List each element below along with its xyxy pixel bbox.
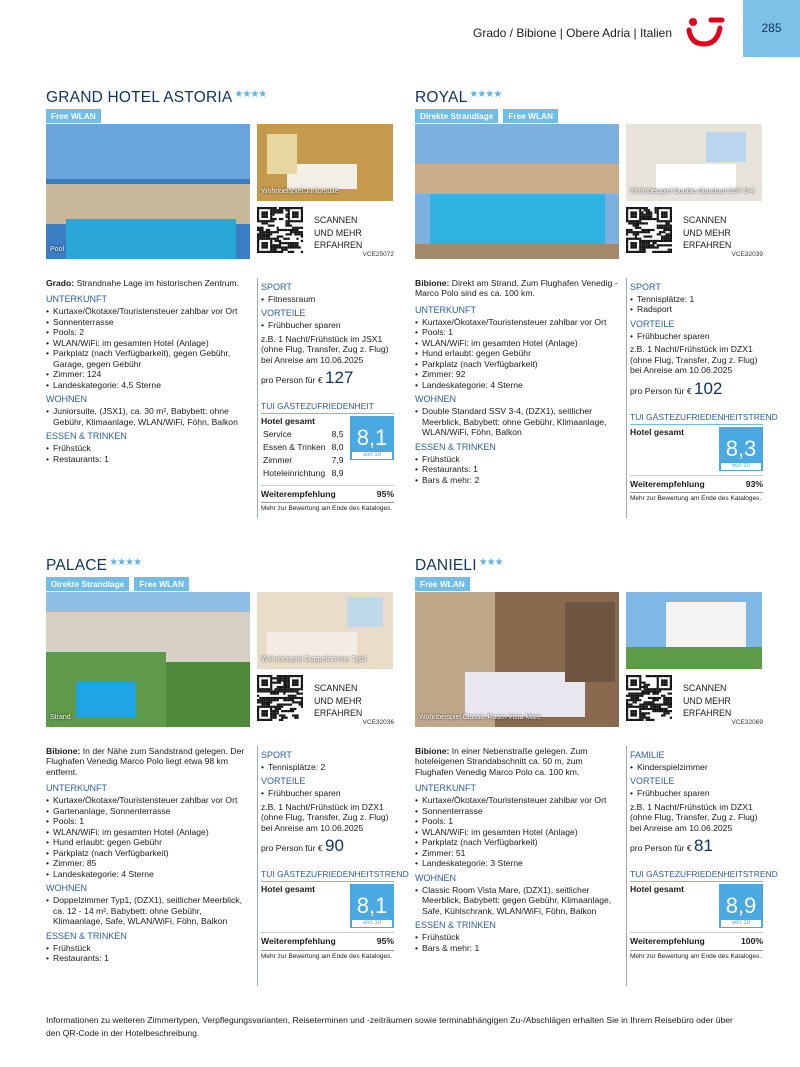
- hotel-card: [46, 89, 394, 559]
- feature-badge: Direkte Strandlage: [415, 109, 498, 123]
- hotel-intro: Bibione: In der Nähe zum Sandstrand gelegen. Der Flughafen Venedig Marco Polo liegt etwa 98 km entfernt.: [46, 746, 245, 777]
- list-item: • Sonnenterrasse: [46, 317, 250, 327]
- rating-heading: TUI GÄSTEZUFRIEDENHEITSTREND: [261, 869, 394, 882]
- badge-row: [415, 577, 763, 591]
- list-item: • Landeskategorie: 4,5 Sterne: [46, 380, 250, 390]
- hotel-name: DANIELI: [415, 557, 477, 574]
- feature-list: [415, 885, 619, 916]
- rating-score: 8,1 von 10: [350, 884, 394, 928]
- price-info: z.B. 1 Nacht/Frühstück im DZX1 (ohne Flug, Transfer, Zug z. Flug) bei Anreise am 10.06.2025 pro Person für € 81: [630, 801, 758, 856]
- list-item: • Gartenanlage, Sonnenterrasse: [46, 806, 250, 816]
- subscore-row: Zimmer 7,9: [263, 454, 344, 465]
- section-heading: ESSEN & TRINKEN: [415, 920, 496, 931]
- list-item: • Kurtaxe/Ökotaxe/Touristensteuer zahlbar vor Ort: [415, 317, 619, 327]
- price-info: z.B. 1 Nacht/Frühstück im DZX1 (ohne Flug, Transfer, Zug z. Flug) bei Anreise am 10.06.2025 pro Person für € 90: [261, 801, 389, 856]
- list-item: • Bars & mehr: 2: [415, 475, 619, 485]
- hotel-card: [415, 557, 778, 1027]
- feature-list: [415, 795, 619, 868]
- section-heading: UNTERKUNFT: [46, 294, 107, 305]
- list-item: • Frühbucher sparen: [630, 788, 763, 798]
- stars-icon: ★★★★: [469, 89, 502, 100]
- feature-list: [46, 943, 250, 964]
- hotel-description: [415, 746, 619, 953]
- feature-badge: Free WLAN: [46, 109, 101, 123]
- list-item: • Restaurants: 1: [46, 953, 250, 963]
- list-item: • Zimmer: 92: [415, 369, 619, 379]
- badge-row: [46, 577, 394, 591]
- list-item: • Bars & mehr: 1: [415, 943, 619, 953]
- feature-list: [46, 443, 250, 464]
- hotel-code: VCE32036: [362, 719, 394, 726]
- section-heading: SPORT: [261, 282, 292, 292]
- photo-caption: Wohnbeispiel Juniorsuite: [261, 188, 339, 196]
- feature-list: [46, 795, 250, 879]
- qr-code-icon[interactable]: [257, 675, 303, 721]
- list-item: • Double Standard SSV 3-4, (DZX1), seitlicher Meerblick, Babybett: ohne Gebühr, Klimaanlage, WLAN/WiFi, Föhn, Balkon: [415, 406, 619, 437]
- hotel-details: [257, 746, 409, 986]
- feature-list: [261, 294, 394, 304]
- tui-logo-icon: [686, 14, 726, 50]
- list-item: • Hund erlaubt: gegen Gebühr: [415, 348, 619, 358]
- hotel-intro: Bibione: In einer Nebenstraße gelegen. Zum hoteleigenen Strandabschnitt ca. 50 m, zum Flughafen Venedig Marco Polo ca. 100 km.: [415, 746, 588, 777]
- price-value: 102: [694, 378, 723, 398]
- feature-list: [261, 320, 394, 330]
- list-item: • WLAN/WiFi: im gesamten Hotel (Anlage): [415, 338, 619, 348]
- list-item: • WLAN/WiFi: im gesamten Hotel (Anlage): [46, 827, 250, 837]
- rating-score: 8,9 von 10: [719, 884, 763, 928]
- room-photo: [626, 124, 762, 201]
- rating-score: 8,1 von 10: [350, 416, 394, 460]
- photo-caption: Strand: [50, 714, 71, 722]
- stars-icon: ★★★: [478, 557, 503, 568]
- list-item: • Frühbucher sparen: [261, 320, 394, 330]
- rating-footnote: Mehr zur Bewertung am Ende des Kataloges.: [261, 950, 394, 961]
- subscore-row: Service 8,5: [263, 428, 344, 439]
- feature-list: [46, 895, 250, 926]
- list-item: • Frühstück: [46, 443, 250, 453]
- list-item: • Landeskategorie: 4 Sterne: [46, 869, 250, 879]
- list-item: • Zimmer: 51: [415, 848, 619, 858]
- feature-list: [415, 932, 619, 953]
- badge-row: [415, 109, 763, 123]
- hotel-description: [415, 278, 619, 485]
- rating-box: Hotel gesamt Service 8,5 Essen & Trinken 8,0 Zimmer 7,9 Hoteleinrichtung 8,9 8,1 von 10: [261, 416, 394, 480]
- photo-caption: Wohnbeispiel Double Standard SSV 3-4: [630, 188, 755, 196]
- scan-text: SCANNEN UND MEHR ERFAHREN: [314, 683, 363, 718]
- section-heading: UNTERKUNFT: [415, 304, 476, 315]
- feature-list: [46, 306, 250, 390]
- hotel-intro: Grado: Strandnahe Lage im historischen Zentrum.: [46, 278, 239, 288]
- section-heading: WOHNEN: [415, 394, 456, 405]
- list-item: • Classic Room Vista Mare, (DZX1), seitlicher Meerblick, Babybett: gegen Gebühr, Klimaanlage, Safe, Kühlschrank, WLAN/WiFi, Föhn, Balkon: [415, 885, 619, 916]
- list-item: • Radsport: [630, 304, 763, 314]
- recommendation: Weiterempfehlung 95%: [261, 932, 394, 946]
- hotel-card: [46, 557, 409, 1027]
- hotel-title: [46, 89, 394, 108]
- hotel-main-photo: [46, 592, 250, 727]
- feature-list: [630, 331, 763, 341]
- hotel-details: [257, 278, 394, 518]
- hotel-name: PALACE: [46, 557, 108, 574]
- list-item: • Frühstück: [46, 943, 250, 953]
- feature-list: [630, 788, 763, 798]
- section-heading: SPORT: [261, 750, 292, 760]
- hotel-code: VCE32069: [731, 719, 763, 726]
- feature-list: [630, 762, 763, 772]
- room-photo: [257, 124, 393, 201]
- price-value: 90: [325, 836, 344, 856]
- list-item: • Pools: 1: [46, 816, 250, 826]
- list-item: • Parkplatz (nach Verfügbarkeit): [415, 837, 619, 847]
- list-item: • Kurtaxe/Ökotaxe/Touristensteuer zahlbar vor Ort: [46, 795, 250, 805]
- recommendation: Weiterempfehlung 100%: [630, 932, 763, 946]
- room-photo: [257, 592, 393, 669]
- hotel-details: [626, 746, 778, 986]
- price-info: z.B. 1 Nacht/Frühstück im JSX1 (ohne Flug, Transfer, Zug z. Flug) bei Anreise am 10.06.2025 pro Person für € 127: [261, 333, 389, 388]
- feature-list: [261, 788, 394, 798]
- recommendation: Weiterempfehlung 93%: [630, 475, 763, 489]
- photo-caption: Pool: [50, 246, 65, 254]
- section-heading: SPORT: [630, 282, 661, 292]
- list-item: • Kinderspielzimmer: [630, 762, 763, 772]
- hotel-title: [415, 557, 763, 576]
- hotel-title: [46, 557, 394, 576]
- photo-caption: Wohnbeispiel Doppelzimmer Typ1: [261, 656, 367, 664]
- subscore-row: Essen & Trinken 8,0: [263, 441, 344, 452]
- rating-score: 8,3 von 10: [719, 427, 763, 471]
- hotel-card: [415, 89, 778, 559]
- list-item: • Zimmer: 124: [46, 369, 250, 379]
- rating-footnote: Mehr zur Bewertung am Ende des Kataloges.: [630, 950, 763, 961]
- feature-list: [415, 406, 619, 437]
- list-item: • WLAN/WiFi: im gesamten Hotel (Anlage): [415, 827, 619, 837]
- list-item: • Pools: 1: [415, 816, 619, 826]
- feature-list: [630, 294, 763, 315]
- hotel-name: ROYAL: [415, 89, 468, 106]
- feature-list: [415, 454, 619, 485]
- list-item: • Kurtaxe/Ökotaxe/Touristensteuer zahlbar vor Ort: [46, 306, 250, 316]
- scan-text: SCANNEN UND MEHR ERFAHREN: [683, 683, 732, 718]
- rating-box: Hotel gesamt 8,9 von 10: [630, 884, 763, 928]
- hotel-description: [46, 278, 250, 464]
- hotel-code: VCE32039: [731, 251, 763, 258]
- subscore-row: Hoteleinrichtung 8,9: [263, 467, 344, 478]
- price-info: z.B. 1 Nacht/Frühstück im DZX1 (ohne Flug, Transfer, Zug z. Flug) bei Anreise am 10.06.2025 pro Person für € 102: [630, 344, 758, 398]
- list-item: • Frühstück: [415, 932, 619, 942]
- stars-icon: ★★★★: [234, 89, 267, 100]
- section-heading: WOHNEN: [46, 394, 87, 405]
- section-heading: VORTEILE: [261, 776, 306, 787]
- section-heading: VORTEILE: [261, 308, 306, 319]
- feature-list: [415, 317, 619, 390]
- hotel-main-photo: [46, 124, 250, 259]
- price-value: 81: [694, 836, 713, 856]
- section-heading: ESSEN & TRINKEN: [415, 441, 496, 452]
- section-heading: ESSEN & TRINKEN: [46, 930, 127, 941]
- list-item: • Frühbucher sparen: [630, 331, 763, 341]
- section-heading: WOHNEN: [46, 883, 87, 894]
- feature-badge: Direkte Strandlage: [46, 577, 129, 591]
- hotel-intro: Bibione: Direkt am Strand. Zum Flughafen Venedig - Marco Polo sind es ca. 100 km.: [415, 278, 618, 299]
- page-number: 285: [743, 0, 800, 57]
- hotel-main-photo: [415, 592, 619, 727]
- list-item: • Landeskategorie: 3 Sterne: [415, 858, 619, 868]
- feature-list: [46, 406, 250, 427]
- list-item: • Pools: 2: [46, 327, 250, 337]
- section-heading: VORTEILE: [630, 318, 675, 329]
- list-item: • Parkplatz (nach Verfügbarkeit), gegen Gebühr, Garage, gegen Gebühr: [46, 348, 250, 369]
- section-heading: WOHNEN: [415, 872, 456, 883]
- rating-box: Hotel gesamt 8,1 von 10: [261, 884, 394, 928]
- list-item: • Restaurants: 1: [46, 454, 250, 464]
- stars-icon: ★★★★: [109, 557, 142, 568]
- feature-badge: Free WLAN: [415, 577, 470, 591]
- list-item: • Doppelzimmer Typ1, (DZX1), seitlicher Meerblick, ca. 12 - 14 m², Babybett: ohne Gebühr, Klimaanlage, Safe, WLAN/WiFi, Föhn, Balkon: [46, 895, 250, 926]
- list-item: • Zimmer: 85: [46, 858, 250, 868]
- hotel-title: [415, 89, 763, 108]
- list-item: • Landeskategorie: 4 Sterne: [415, 380, 619, 390]
- section-heading: UNTERKUNFT: [415, 783, 476, 794]
- rating-footnote: Mehr zur Bewertung am Ende des Kataloges.: [261, 502, 394, 513]
- list-item: • Tennisplätze: 1: [630, 294, 763, 304]
- room-photo: [626, 592, 762, 669]
- list-item: • Fitnessraum: [261, 294, 394, 304]
- qr-code-icon[interactable]: [257, 207, 303, 253]
- list-item: • Pools: 1: [415, 327, 619, 337]
- list-item: • Juniorsuite, (JSX1), ca. 30 m², Babybett: ohne Gebühr, Klimaanlage, WLAN/WiFi, Föhn, Balkon: [46, 406, 250, 427]
- list-item: • Hund erlaubt: gegen Gebühr: [46, 837, 250, 847]
- hotel-name: GRAND HOTEL ASTORIA: [46, 89, 233, 106]
- feature-badge: Free WLAN: [503, 109, 558, 123]
- list-item: • Parkplatz (nach Verfügbarkeit): [46, 848, 250, 858]
- rating-heading: TUI GÄSTEZUFRIEDENHEITSTREND: [630, 412, 763, 425]
- breadcrumb: Grado / Bibione | Obere Adria | Italien: [472, 26, 672, 40]
- rating-heading: TUI GÄSTEZUFRIEDENHEITSTREND: [630, 869, 763, 882]
- footer-note: Informationen zu weiteren Zimmertypen, Verpflegungsvarianten, Reiseterminen und -zeiträumen sowie terminabhängigen Zu-/Abschlägen erhalten Sie in Ihrem Reisebüro oder über den QR-Code in der Hotelbeschreibung.: [46, 1015, 733, 1038]
- list-item: • Sonnenterrasse: [415, 806, 619, 816]
- rating-heading: TUI GÄSTEZUFRIEDENHEIT: [261, 401, 394, 414]
- list-item: • Parkplatz (nach Verfügbarkeit): [415, 359, 619, 369]
- scan-text: SCANNEN UND MEHR ERFAHREN: [314, 215, 363, 250]
- hotel-code: VCE25072: [362, 251, 394, 258]
- photo-caption: Wohnbeispiel Classic Room Vista Mare: [419, 714, 542, 722]
- rating-footnote: Mehr zur Bewertung am Ende des Kataloges.: [630, 492, 763, 503]
- recommendation: Weiterempfehlung 95%: [261, 485, 394, 499]
- qr-code-icon[interactable]: [626, 675, 672, 721]
- hotel-details: [626, 278, 778, 518]
- hotel-description: [46, 746, 250, 964]
- section-heading: ESSEN & TRINKEN: [46, 431, 127, 442]
- badge-row: [46, 109, 394, 123]
- list-item: • Frühstück: [415, 454, 619, 464]
- section-heading: FAMILIE: [630, 750, 665, 760]
- list-item: • WLAN/WiFi: im gesamten Hotel (Anlage): [46, 338, 250, 348]
- list-item: • Kurtaxe/Ökotaxe/Touristensteuer zahlbar vor Ort: [415, 795, 619, 805]
- list-item: • Tennisplätze: 2: [261, 762, 394, 772]
- scan-text: SCANNEN UND MEHR ERFAHREN: [683, 215, 732, 250]
- feature-list: [261, 762, 394, 772]
- qr-code-icon[interactable]: [626, 207, 672, 253]
- section-heading: UNTERKUNFT: [46, 783, 107, 794]
- rating-box: Hotel gesamt 8,3 von 10: [630, 427, 763, 471]
- section-heading: VORTEILE: [630, 776, 675, 787]
- price-value: 127: [325, 368, 354, 388]
- list-item: • Restaurants: 1: [415, 464, 619, 474]
- hotel-main-photo: [415, 124, 619, 259]
- feature-badge: Free WLAN: [134, 577, 189, 591]
- list-item: • Frühbucher sparen: [261, 788, 394, 798]
